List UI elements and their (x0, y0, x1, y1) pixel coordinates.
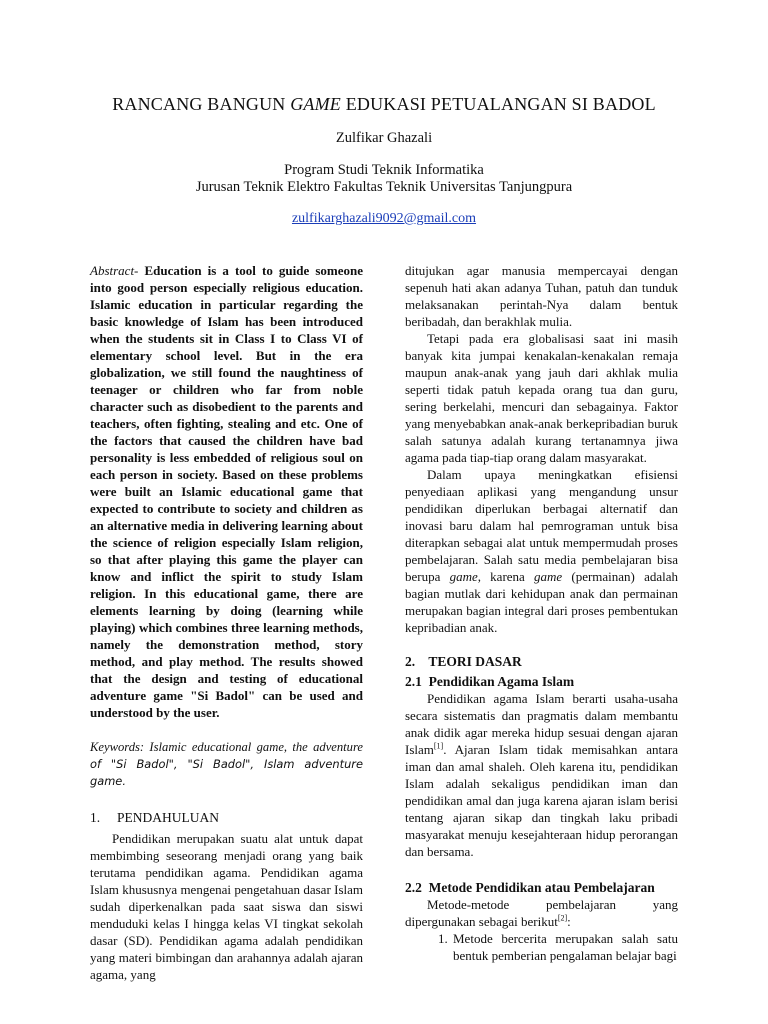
section-1-paragraph-1: Pendidikan merupakan suatu alat untuk dapat membimbing seseorang menjadi orang yang baik terutama pendidikan agama. Pendidikan agama Islam khususnya mengenai pengetahuan dasar Islam sudah diperkenalkan pada saat siswa dan siswi menduduki kelas I hingga kelas VI tingkat sekolah dasar (SD). Pendidikan agama adalah pendidikan yang materi bimbingan dan arahannya adalah ajaran agama, yang (90, 831, 363, 982)
citation-1: [1] (433, 741, 444, 751)
keywords-line-1: Keywords: Islamic educational game, the adventure (90, 740, 363, 754)
subsection-2-1-paragraph (405, 690, 678, 860)
section-1-heading: 1. PENDAHULUAN (90, 810, 219, 825)
section-1-paragraph-2: Tetapi pada era globalisasi saat ini masih banyak kita jumpai kenakalan-kenakalan remaja maupun anak-anak yang jauh dari akhlak mulia seperti tidak patuh kepada orang tua dan guru, sering berkelahi, mencuri dan sebagainya. Faktor yang menyebabkan anak-anak berkepribadian buruk salah satunya adalah kurang tertanamnya jiwa agama pada tiap-tiap orang dalam masyarakat. (405, 331, 678, 465)
right-column (405, 262, 678, 964)
affiliation-department: Jurusan Teknik Elektro Fakultas Teknik Universitas Tanjungpura (195, 179, 573, 195)
keywords-paragraph (90, 739, 363, 790)
sub2-intro-text: dipergunakan sebagai berikut (405, 914, 558, 929)
abstract-label: Abstract- (90, 263, 139, 278)
left-column (90, 262, 363, 983)
para3-text-c: (permainan) adalah bagian mutlak dari kehidupan anak dan permainan merupakan bagian integral dari proses pembentukan kepribadian anak. (405, 569, 678, 635)
para3-text-b: , karena (477, 569, 534, 584)
section-1-paragraph-1-continued: ditujukan agar manusia mempercayai dengan sepenuh hati akan adanya Tuhan, patuh dan tunduk melaksanakan perintah-Nya dalam bentuk beribadah, dan berakhlak mulia. (405, 263, 678, 329)
method-item-1: 1. Metode bercerita merupakan salah satu bentuk pemberian pengalaman belajar bagi (451, 930, 678, 964)
paper-title (0, 94, 768, 115)
subsection-2-2-heading: 2.2 Metode Pendidikan atau Pembelajaran (405, 880, 655, 895)
affiliation-program: Program Studi Teknik Informatika (284, 162, 484, 178)
para3-italic-game-2: game (534, 569, 563, 584)
subsection-2-2-intro-line-2 (405, 913, 678, 930)
author-name: Zulfikar Ghazali (335, 130, 433, 146)
subsection-2-1-heading: 2.1 Pendidikan Agama Islam (405, 674, 575, 689)
author-email-link[interactable]: zulfikarghazali9092@gmail.com (291, 211, 477, 226)
methods-list (405, 930, 678, 964)
abstract-text: Education is a tool to guide someone into good person especially religious education. Islamic education in particular regarding the basic knowledge of Islam has been introduced when the students sit in Class I to Class VI of elementary school level. But in the era globalization, we still found the naughtiness of teenager or children who far from noble character such as disobedient to the parents and teachers, often fighting, stealing and etc. One of the factors that caused the children have bad personality is less embedded of religious soul on each person in society. Based on these problems were built an Islamic educational game that expected to contribute to society and children as an alternative media in delivering learning about the science of religion especially Islam religion, so that after playing this game the player can know and inflict the spirit to study Islam religion. In this educational game, there are elements learning by doing (learning while playing) which combines three learning methods, namely the demonstration method, story method, and play method. The results showed that the design and testing of educational adventure game "Si Badol" can be used and understood by the user. (90, 263, 363, 720)
title-part-2: EDUKASI PETUALANGAN SI BADOL (341, 94, 656, 114)
sub1-text-b: . Ajaran Islam tidak memisahkan antara iman dan amal shaleh. Oleh karena itu, pendidikan Islam adalah sekaligus pendidikan iman dan pendidikan amal dan juga karena ajaran islam berisi tentang ajaran sikap dan tingkah laku pribadi masyarakat menuju kesejahteraan hidup perorangan dan bersama. (405, 742, 678, 859)
citation-2: [2] (557, 913, 568, 923)
abstract-paragraph (90, 262, 363, 721)
keywords-line-2: of "Si Badol", "Si Badol", Islam adventure game. (90, 757, 363, 788)
section-2-heading: 2. TEORI DASAR (405, 654, 522, 669)
subsection-2-2-intro-line-1: Metode-metode pembelajaran yang (427, 897, 678, 912)
para3-italic-game-1: game (449, 569, 478, 584)
sub2-colon: : (567, 914, 571, 929)
title-italic-game: GAME (290, 94, 341, 114)
title-part-1: RANCANG BANGUN (112, 94, 291, 114)
section-1-paragraph-3 (405, 466, 678, 636)
para3-text-a: Dalam upaya meningkatkan efisiensi penyediaan aplikasi yang mengandung unsur pendidikan diperlukan berbagai alternatif dan inovasi baru dalam hal pemrograman untuk bisa diterapkan sebagai alat untuk mempermudah proses pembelajaran. Salah satu media pembelajaran bisa berupa (405, 467, 678, 584)
sub1-text-a: Pendidikan agama Islam berarti usaha-usaha secara sistematis dan pragmatis dalam membantu anak didik agar mereka hidup sesuai dengan ajaran Islam (405, 691, 678, 757)
